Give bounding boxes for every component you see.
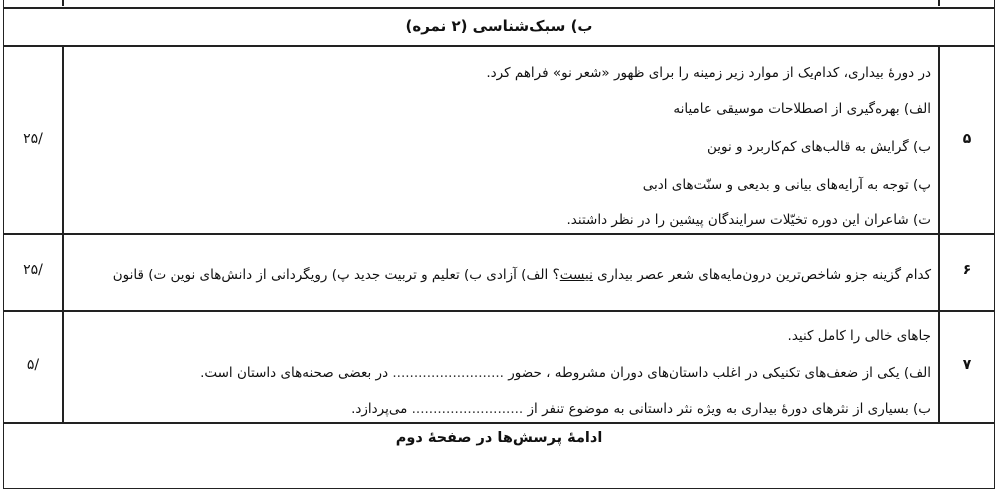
blank-item-a-end: در بعضی صحنه‌های داستان است. [200, 365, 393, 381]
question-options-text: ؟ الف) آزادی ب) تعلیم و تربیت جدید پ) رویگردانی از دانش‌های نوین ت) قانون [112, 267, 560, 283]
table-top-divider-left [62, 0, 64, 6]
option-c: پ) توجه به آرایه‌های بیانی و بدیعی و سنّت‌های ادبی [642, 177, 931, 193]
continuation-note: ادامهٔ پرسش‌ها در صفحهٔ دوم [395, 430, 603, 446]
blank-item-a-start: الف) یکی از ضعف‌های تکنیکی در اغلب داستان‌های دوران مشروطه ، حضور [503, 365, 931, 381]
option-a: الف) بهره‌گیری از اصطلاحات موسیقی عامیانه [673, 101, 931, 117]
option-b: ب) گرایش به قالب‌های کم‌کاربرد و نوین [706, 139, 931, 155]
table-top-divider-right [938, 0, 940, 6]
blank-item-b-start: ب) بسیاری از نثرهای دورهٔ بیداری به ویژه نثر داستانی به موضوع تنفر از [523, 401, 931, 417]
blank-item-a [71, 364, 931, 382]
row-divider [3, 233, 995, 235]
option-d: ت) شاعران این دوره تخیّلات سرایندگان پیشین را در نظر داشتند. [566, 212, 931, 228]
question-number: ۵ [962, 131, 972, 147]
question-score: /۵ [26, 357, 40, 373]
row-divider [3, 45, 995, 47]
question-stem-text: کدام گزینه جزو شاخص‌ترین درون‌مایه‌های شعر عصر بیداری [592, 267, 931, 283]
question-score: /۲۵ [23, 131, 43, 147]
blank-item-b-end: می‌پردازد. [351, 401, 412, 417]
section-title: ب) سبک‌شناسی (۲ نمره) [405, 17, 593, 35]
question-instruction: جاهای خالی را کامل کنید. [787, 328, 931, 344]
question-number: ۶ [962, 262, 972, 278]
question-stem: در دورهٔ بیداری، کدام‌یک از موارد زیر زمینه را برای ظهور «شعر نو» فراهم کرد. [486, 65, 931, 81]
fill-blank: .......................... [411, 401, 524, 417]
row-divider [3, 310, 995, 312]
question-score: /۲۵ [23, 262, 43, 278]
fill-blank: .......................... [392, 365, 504, 381]
negation-underline: نیست [559, 267, 593, 283]
question-stem [71, 266, 931, 284]
row-divider [3, 422, 995, 424]
blank-item-b [71, 400, 931, 418]
question-number: ۷ [962, 357, 972, 373]
